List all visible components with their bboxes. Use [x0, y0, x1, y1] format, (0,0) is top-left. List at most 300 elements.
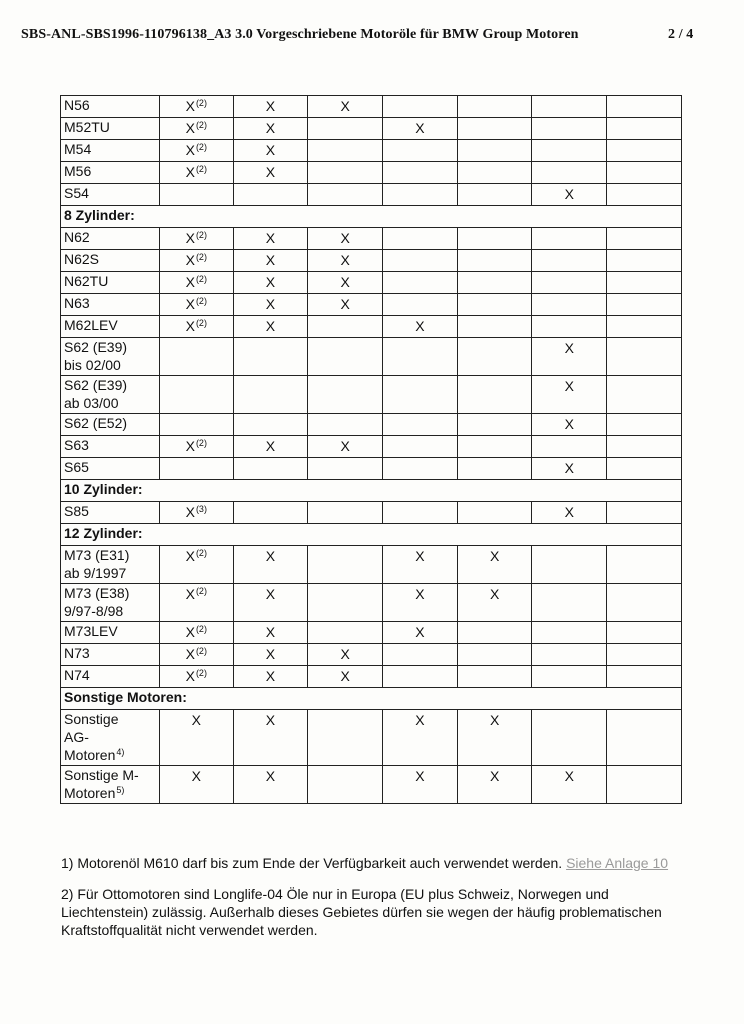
oil-approval-cell [457, 250, 532, 272]
engine-name-line: M73 (E31) [64, 547, 130, 563]
table-row [61, 710, 682, 766]
footnote-ref: (2) [195, 318, 207, 328]
oil-approval-cell [308, 666, 383, 688]
oil-approval-cell [308, 502, 383, 524]
oil-approval-cell [383, 622, 458, 644]
engine-name-cell [61, 228, 160, 250]
oil-approval-cell [233, 272, 308, 294]
oil-approval-cell [532, 184, 607, 206]
engine-name-line: N74 [64, 667, 90, 683]
oil-approval-cell [457, 458, 532, 480]
oil-approval-cell [159, 584, 233, 622]
oil-approval-cell [159, 414, 233, 436]
oil-approval-cell [532, 546, 607, 584]
oil-approval-cell [308, 546, 383, 584]
oil-approval-cell [308, 184, 383, 206]
engine-name-line: S62 (E39) [64, 377, 128, 393]
engine-name-cell [61, 766, 160, 804]
oil-approval-cell [233, 118, 308, 140]
table-row [61, 140, 682, 162]
oil-approval-cell [159, 644, 233, 666]
oil-approval-cell [607, 162, 682, 184]
engine-name-cell [61, 294, 160, 316]
engine-name-cell [61, 458, 160, 480]
footnote-ref: (2) [195, 142, 207, 152]
approval-mark: X [564, 460, 575, 476]
approval-mark: X [415, 318, 425, 334]
oil-approval-cell [159, 436, 233, 458]
table-row [61, 622, 682, 644]
approval-mark: X [340, 252, 350, 268]
approval-mark: X [185, 98, 195, 114]
approval-mark: X [564, 416, 575, 432]
engine-name-cell [61, 162, 160, 184]
approval-mark: X [489, 712, 500, 728]
oil-approval-cell [532, 162, 607, 184]
oil-approval-cell [159, 118, 233, 140]
oil-approval-cell [233, 644, 308, 666]
footnote-2: 2) Für Ottomotoren sind Longlife-04 Öle nur in Europa (EU plus Schweiz, Norwegen und Liechtenstein) zulässig. Außerhalb dieses Gebietes dürfen sie wegen der häufig problematischen Kraftstoffqualität nicht verwendet werden. [61, 886, 662, 938]
approval-mark: X [340, 274, 350, 290]
engine-name-line: Sonstige [64, 711, 119, 727]
oil-approval-cell [159, 376, 233, 414]
footnote-ref: (2) [195, 164, 207, 174]
section-header-row [61, 480, 682, 502]
oil-approval-cell [159, 766, 233, 804]
oil-approval-cell [308, 414, 383, 436]
table-row [61, 436, 682, 458]
engine-name-cell [61, 272, 160, 294]
oil-approval-cell [159, 546, 233, 584]
oil-approval-cell [457, 118, 532, 140]
oil-approval-cell [233, 546, 308, 584]
oil-approval-cell [457, 162, 532, 184]
approval-mark: X [185, 318, 195, 334]
oil-approval-cell [233, 414, 308, 436]
oil-approval-cell [233, 766, 308, 804]
footnote-ref: (2) [195, 624, 207, 634]
oil-approval-cell [233, 294, 308, 316]
oil-approval-cell [532, 140, 607, 162]
oil-approval-cell [457, 666, 532, 688]
oil-approval-cell [233, 710, 308, 766]
oil-approval-cell [308, 250, 383, 272]
oil-approval-cell [532, 622, 607, 644]
oil-approval-cell [532, 228, 607, 250]
engine-name-cell [61, 622, 160, 644]
oil-approval-cell [607, 414, 682, 436]
engine-name-cell [61, 414, 160, 436]
footnote-ref: (2) [195, 548, 207, 558]
approval-mark: X [340, 98, 350, 114]
approval-mark: X [265, 318, 276, 334]
page-number: 2 / 4 [668, 27, 694, 42]
oil-approval-cell [383, 644, 458, 666]
oil-approval-cell [532, 766, 607, 804]
oil-approval-cell [308, 622, 383, 644]
engine-name-cell [61, 666, 160, 688]
approval-mark: X [489, 586, 500, 602]
engine-name-cell [61, 250, 160, 272]
oil-approval-cell [532, 118, 607, 140]
approval-mark: X [185, 438, 195, 454]
engine-name-line: N62S [64, 251, 100, 267]
oil-approval-cell [159, 184, 233, 206]
oil-approval-cell [233, 376, 308, 414]
anlage-10-link[interactable]: Siehe Anlage 10 [566, 855, 669, 871]
oil-approval-cell [383, 502, 458, 524]
oil-approval-cell [607, 766, 682, 804]
section-label: Sonstige Motoren: [61, 688, 682, 710]
approval-mark: X [564, 504, 575, 520]
section-header-row [61, 206, 682, 228]
section-label: 8 Zylinder: [61, 206, 682, 228]
table-row [61, 184, 682, 206]
oil-approval-cell [457, 414, 532, 436]
oil-approval-cell [159, 250, 233, 272]
engine-name-line: S65 [64, 459, 89, 475]
engine-name-cell [61, 118, 160, 140]
oil-approval-cell [383, 584, 458, 622]
oil-approval-cell [607, 96, 682, 118]
approval-mark: X [564, 340, 575, 356]
oil-approval-cell [233, 228, 308, 250]
approval-mark: X [185, 586, 195, 602]
table-row [61, 644, 682, 666]
engine-name-line: N56 [64, 97, 90, 113]
approval-mark: X [415, 120, 425, 136]
approval-mark: X [415, 548, 425, 564]
table-row [61, 338, 682, 376]
oil-approval-cell [383, 458, 458, 480]
approval-mark: X [265, 438, 276, 454]
approval-mark: X [185, 142, 195, 158]
oil-approval-cell [383, 710, 458, 766]
oil-approval-cell [607, 710, 682, 766]
oil-approval-cell [308, 228, 383, 250]
oil-approval-cell [383, 436, 458, 458]
footnote-ref: (3) [195, 504, 207, 514]
oil-approval-cell [532, 644, 607, 666]
oil-approval-cell [383, 162, 458, 184]
engine-name-line: Motoren [64, 785, 116, 801]
approval-mark: X [564, 768, 575, 784]
oil-approval-cell [607, 458, 682, 480]
oil-approval-cell [383, 666, 458, 688]
table-row [61, 766, 682, 804]
approval-mark: X [265, 274, 276, 290]
approval-mark: X [265, 230, 276, 246]
motor-oil-table [60, 95, 682, 804]
approval-mark: X [185, 274, 195, 290]
table-row [61, 294, 682, 316]
oil-approval-cell [532, 376, 607, 414]
footnote-ref: (2) [195, 586, 207, 596]
table-row [61, 376, 682, 414]
table-row [61, 162, 682, 184]
oil-approval-cell [457, 710, 532, 766]
oil-approval-cell [233, 666, 308, 688]
oil-approval-cell [308, 272, 383, 294]
oil-approval-cell [383, 546, 458, 584]
oil-approval-cell [457, 766, 532, 804]
engine-name-line: S54 [64, 185, 89, 201]
oil-approval-cell [308, 766, 383, 804]
footnote-ref: 4) [116, 747, 125, 757]
oil-approval-cell [159, 272, 233, 294]
approval-mark: X [185, 230, 195, 246]
approval-mark: X [185, 548, 195, 564]
oil-approval-cell [457, 140, 532, 162]
approval-mark: X [265, 142, 276, 158]
oil-approval-cell [457, 228, 532, 250]
oil-approval-cell [532, 414, 607, 436]
table-body [61, 96, 682, 804]
oil-approval-cell [159, 622, 233, 644]
table-row [61, 502, 682, 524]
oil-approval-cell [233, 338, 308, 376]
engine-name-cell [61, 644, 160, 666]
oil-approval-cell [383, 228, 458, 250]
oil-approval-cell [457, 316, 532, 338]
oil-approval-cell [532, 666, 607, 688]
oil-approval-cell [233, 316, 308, 338]
engine-name-cell [61, 436, 160, 458]
table-row [61, 316, 682, 338]
oil-approval-cell [233, 140, 308, 162]
approval-mark: X [265, 252, 276, 268]
engine-name-line: S63 [64, 437, 89, 453]
engine-name-cell [61, 140, 160, 162]
oil-approval-cell [308, 118, 383, 140]
engine-name-line: M73 (E38) [64, 585, 130, 601]
approval-mark: X [191, 712, 201, 728]
footnote-ref: (2) [195, 438, 207, 448]
oil-approval-cell [457, 376, 532, 414]
oil-approval-cell [383, 294, 458, 316]
oil-approval-cell [383, 376, 458, 414]
engine-name-cell [61, 338, 160, 376]
engine-name-line: bis 02/00 [64, 357, 121, 373]
oil-approval-cell [159, 294, 233, 316]
oil-approval-cell [607, 622, 682, 644]
section-header-row [61, 524, 682, 546]
table-row [61, 546, 682, 584]
oil-approval-cell [159, 228, 233, 250]
oil-approval-cell [607, 316, 682, 338]
oil-approval-cell [383, 414, 458, 436]
footnote-ref: (2) [195, 296, 207, 306]
oil-approval-cell [159, 316, 233, 338]
engine-name-line: N63 [64, 295, 90, 311]
table-row [61, 96, 682, 118]
oil-approval-cell [233, 584, 308, 622]
oil-approval-cell [159, 666, 233, 688]
oil-approval-cell [308, 644, 383, 666]
footnotes [61, 854, 681, 952]
approval-mark: X [265, 120, 276, 136]
approval-mark: X [265, 586, 276, 602]
oil-approval-cell [308, 458, 383, 480]
oil-approval-cell [532, 584, 607, 622]
approval-mark: X [185, 164, 195, 180]
table-row [61, 666, 682, 688]
engine-name-cell [61, 710, 160, 766]
oil-approval-cell [159, 96, 233, 118]
oil-approval-cell [607, 502, 682, 524]
engine-name-cell [61, 96, 160, 118]
oil-approval-cell [233, 436, 308, 458]
approval-mark: X [265, 296, 276, 312]
oil-approval-cell [308, 140, 383, 162]
approval-mark: X [265, 668, 276, 684]
footnote-ref: (2) [195, 230, 207, 240]
oil-approval-cell [532, 96, 607, 118]
oil-approval-cell [532, 272, 607, 294]
approval-mark: X [191, 768, 201, 784]
oil-approval-cell [308, 338, 383, 376]
approval-mark: X [489, 768, 500, 784]
oil-approval-cell [457, 184, 532, 206]
approval-mark: X [415, 586, 425, 602]
oil-approval-cell [532, 710, 607, 766]
oil-approval-cell [607, 376, 682, 414]
oil-approval-cell [383, 272, 458, 294]
table-row [61, 272, 682, 294]
section-label: 12 Zylinder: [61, 524, 682, 546]
engine-name-line: 9/97-8/98 [64, 603, 124, 619]
approval-mark: X [185, 120, 195, 136]
engine-name-cell [61, 546, 160, 584]
approval-mark: X [185, 252, 195, 268]
engine-name-cell [61, 316, 160, 338]
oil-approval-cell [457, 622, 532, 644]
engine-name-cell [61, 584, 160, 622]
oil-approval-cell [457, 272, 532, 294]
oil-approval-cell [457, 96, 532, 118]
engine-name-line: S62 (E39) [64, 339, 128, 355]
oil-approval-cell [233, 458, 308, 480]
oil-approval-cell [233, 184, 308, 206]
engine-name-line: M62LEV [64, 317, 118, 333]
oil-approval-cell [607, 584, 682, 622]
oil-approval-cell [159, 162, 233, 184]
approval-mark: X [340, 296, 350, 312]
oil-approval-cell [457, 436, 532, 458]
engine-name-cell [61, 376, 160, 414]
oil-approval-cell [308, 96, 383, 118]
engine-name-line: ab 9/1997 [64, 565, 127, 581]
oil-approval-cell [532, 338, 607, 376]
oil-approval-cell [383, 250, 458, 272]
approval-mark: X [415, 768, 425, 784]
oil-approval-cell [159, 338, 233, 376]
oil-approval-cell [159, 140, 233, 162]
approval-mark: X [265, 768, 276, 784]
oil-approval-cell [607, 140, 682, 162]
engine-name-cell [61, 184, 160, 206]
approval-mark: X [265, 646, 276, 662]
oil-approval-cell [308, 584, 383, 622]
footnote-ref: (2) [195, 646, 207, 656]
engine-name-line: N62TU [64, 273, 109, 289]
approval-mark: X [265, 98, 276, 114]
oil-approval-cell [607, 546, 682, 584]
approval-mark: X [185, 296, 195, 312]
approval-mark: X [340, 668, 350, 684]
footnote-ref: (2) [195, 274, 207, 284]
engine-name-line: M52TU [64, 119, 110, 135]
oil-approval-cell [233, 162, 308, 184]
oil-approval-cell [383, 766, 458, 804]
oil-approval-cell [383, 118, 458, 140]
oil-approval-cell [607, 272, 682, 294]
table-row [61, 584, 682, 622]
table-row [61, 228, 682, 250]
oil-approval-cell [457, 644, 532, 666]
oil-approval-cell [383, 140, 458, 162]
section-label: 10 Zylinder: [61, 480, 682, 502]
oil-approval-cell [383, 184, 458, 206]
oil-approval-cell [457, 502, 532, 524]
engine-name-line: N73 [64, 645, 90, 661]
approval-mark: X [185, 646, 195, 662]
engine-name-line: M56 [64, 163, 92, 179]
engine-name-line: ab 03/00 [64, 395, 119, 411]
oil-approval-cell [607, 338, 682, 376]
approval-mark: X [564, 378, 575, 394]
engine-name-line: M73LEV [64, 623, 118, 639]
oil-approval-cell [159, 502, 233, 524]
approval-mark: X [415, 624, 425, 640]
footnote-ref: 5) [116, 785, 125, 795]
table-row [61, 118, 682, 140]
approval-mark: X [340, 646, 350, 662]
oil-approval-cell [308, 294, 383, 316]
footnote-1 [61, 854, 681, 872]
oil-approval-cell [383, 316, 458, 338]
oil-approval-cell [159, 710, 233, 766]
oil-approval-cell [532, 250, 607, 272]
oil-approval-cell [457, 584, 532, 622]
table-row [61, 458, 682, 480]
engine-name-line: Motoren [64, 747, 116, 763]
approval-mark: X [564, 186, 575, 202]
oil-approval-cell [383, 96, 458, 118]
oil-approval-cell [308, 436, 383, 458]
oil-approval-cell [233, 96, 308, 118]
oil-approval-cell [532, 502, 607, 524]
oil-approval-cell [457, 294, 532, 316]
footnote-ref: (2) [195, 98, 207, 108]
oil-approval-cell [383, 338, 458, 376]
engine-name-line: S62 (E52) [64, 415, 128, 431]
table-row [61, 250, 682, 272]
oil-approval-cell [607, 436, 682, 458]
oil-approval-cell [532, 316, 607, 338]
engine-name-cell [61, 502, 160, 524]
approval-mark: X [185, 668, 195, 684]
oil-approval-cell [308, 162, 383, 184]
oil-approval-cell [457, 546, 532, 584]
oil-approval-cell [457, 338, 532, 376]
oil-approval-cell [159, 458, 233, 480]
table-row [61, 414, 682, 436]
engine-name-line: S85 [64, 503, 89, 519]
footnote-ref: (2) [195, 120, 207, 130]
engine-name-line: Sonstige M- [64, 767, 139, 783]
approval-mark: X [185, 504, 195, 520]
